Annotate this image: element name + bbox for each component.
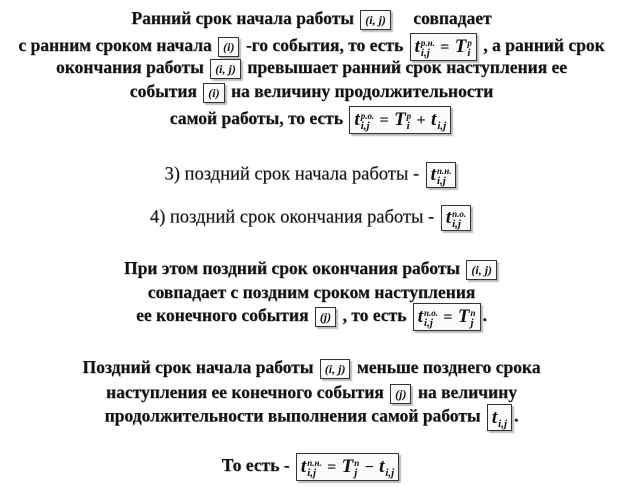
p5-line3-text-a: продолжительности выполнения самой работы bbox=[104, 405, 481, 426]
p1-line1-work-box: (i, j) bbox=[360, 10, 391, 30]
p4-line2-text-a: совпадает с поздним сроком наступления bbox=[147, 282, 476, 302]
p6-text: То есть - bbox=[221, 455, 290, 476]
p4-line1-work-box: (i, j) bbox=[466, 260, 497, 280]
p1-line2-text-b: -го события, то есть bbox=[245, 35, 404, 56]
p4-line3-text-b: , то есть bbox=[342, 305, 407, 326]
p1-line5 bbox=[0, 106, 623, 134]
p5-line1-text-a: Поздний срок начала работы bbox=[82, 357, 314, 377]
item3-text: 3) поздний срок начала работы - bbox=[164, 164, 420, 185]
p1-line1-text-b: совпадает bbox=[413, 8, 492, 28]
p5-line2-text-a: наступления ее конечного события bbox=[106, 382, 384, 402]
p5-line1 bbox=[0, 357, 623, 379]
late-start-formula-final: t п.н. i,j = T п j − t i,j bbox=[296, 453, 399, 481]
late-finish-equality-formula: t п.о. i,j = T п j bbox=[413, 303, 481, 331]
p1-line3-text-a: окончания работы bbox=[55, 57, 204, 77]
p1-line1 bbox=[0, 8, 623, 30]
p5-line2-event-box: (j) bbox=[390, 384, 411, 404]
p1-line4 bbox=[0, 81, 623, 103]
p1-line2-text-a: с ранним сроком начала bbox=[18, 35, 212, 56]
p4-line3 bbox=[0, 303, 623, 331]
p1-line3-text-b: превышает ранний срок наступления ее bbox=[247, 57, 568, 77]
p5-line1-work-box: (i, j) bbox=[320, 359, 351, 379]
p4-line1 bbox=[0, 258, 623, 280]
item4-text: 4) поздний срок окончания работы - bbox=[149, 207, 435, 228]
p5-line3 bbox=[0, 404, 623, 431]
p1-line5-text-a: самой работы, то есть bbox=[169, 108, 344, 129]
item3-line bbox=[0, 162, 623, 188]
p1-early-finish-formula: t р.о. i,j = T р i + t i,j bbox=[349, 106, 451, 134]
p1-line4-event-box: (i) bbox=[203, 83, 224, 103]
duration-formula: t i,j bbox=[487, 404, 512, 431]
late-finish-formula: t п.о. i,j bbox=[441, 205, 471, 231]
p1-early-start-formula: t р.н. i,j = T р i bbox=[410, 33, 477, 61]
p1-line3-work-box: (i, j) bbox=[210, 59, 241, 79]
p4-line3-text-a: ее конечного события bbox=[136, 305, 309, 326]
p5-line3-text-c: . bbox=[514, 405, 519, 426]
p1-line1-text-a: Ранний срок начала работы bbox=[131, 8, 354, 28]
p5-line1-text-b: меньше позднего срока bbox=[356, 357, 541, 377]
late-start-formula: t п.н. i,j bbox=[426, 162, 457, 188]
p6-line bbox=[0, 453, 623, 481]
p5-line2-text-b: на величину bbox=[417, 382, 517, 402]
p1-line2-event-box: (i) bbox=[218, 37, 239, 57]
p4-line3-text-c: . bbox=[482, 305, 487, 326]
p1-line2-text-c: , а ранний срок bbox=[483, 35, 605, 56]
p4-line2 bbox=[0, 282, 623, 303]
p4-line3-event-box: (j) bbox=[315, 307, 336, 327]
p5-line2 bbox=[0, 382, 623, 404]
p1-line4-text-b: на величину продолжительности bbox=[230, 81, 494, 101]
p1-line4-text-a: события bbox=[129, 81, 197, 101]
item4-line bbox=[0, 205, 623, 231]
p1-line3 bbox=[0, 57, 623, 79]
p4-line1-text-a: При этом поздний срок окончания работы bbox=[123, 258, 460, 278]
